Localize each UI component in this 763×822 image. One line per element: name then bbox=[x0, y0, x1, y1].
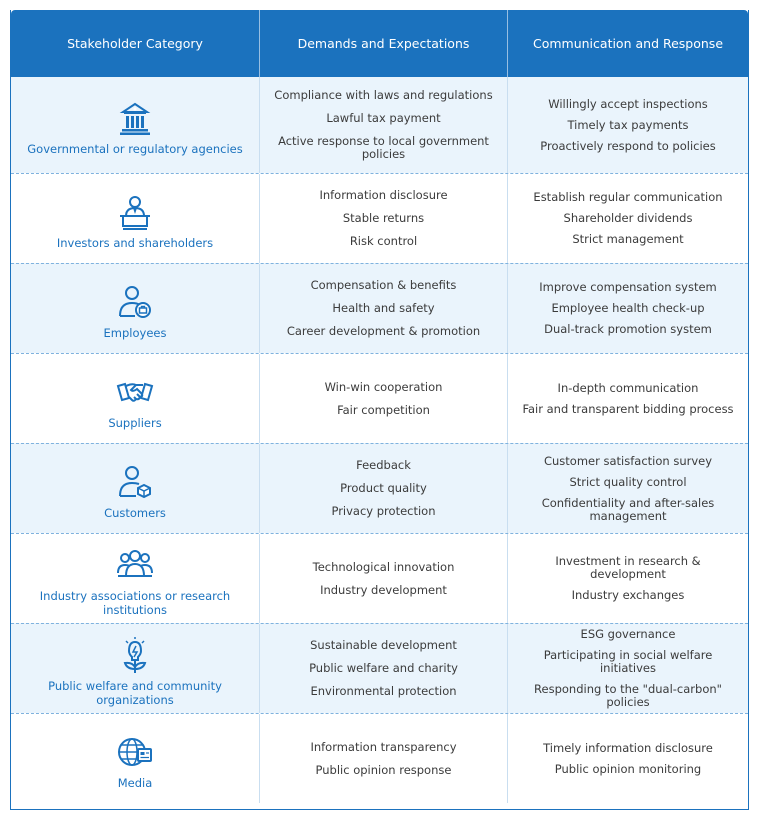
table-row bbox=[11, 443, 748, 533]
response-item: Investment in research & development bbox=[555, 554, 701, 581]
stakeholder-table bbox=[10, 10, 749, 810]
response-item: Proactively respond to policies bbox=[540, 138, 716, 153]
response-item: ESG governance bbox=[580, 627, 676, 641]
response-item: Fair and transparent bidding process bbox=[522, 401, 734, 416]
response-item: Responding to the "dual-carbon" policies bbox=[534, 682, 722, 709]
response-item: Confidentiality and after-sales management bbox=[541, 495, 715, 523]
stakeholder-category-label: Investors and shareholders bbox=[56, 235, 214, 250]
table-row bbox=[11, 353, 748, 443]
demand-item: Environmental protection bbox=[310, 684, 457, 698]
investor-icon bbox=[115, 192, 155, 236]
table-body bbox=[11, 77, 748, 803]
responses-cell bbox=[507, 354, 748, 443]
table-row bbox=[11, 713, 748, 803]
demand-item: Active response to local government policies bbox=[278, 134, 489, 161]
demands-cell bbox=[259, 264, 507, 353]
response-item: Improve compensation system bbox=[539, 280, 717, 294]
demand-item: Public opinion response bbox=[315, 762, 452, 777]
demand-item: Information disclosure bbox=[319, 188, 448, 202]
response-item: Participating in social welfare initiatives bbox=[543, 648, 713, 675]
response-item: In-depth communication bbox=[557, 380, 699, 395]
group-icon bbox=[115, 545, 155, 589]
header-communication-response: Communication and Response bbox=[507, 10, 748, 77]
response-item: Timely information disclosure bbox=[543, 740, 713, 755]
response-item: Timely tax payments bbox=[567, 117, 689, 132]
stakeholder-category-cell bbox=[11, 714, 259, 803]
table-row bbox=[11, 533, 748, 623]
responses-cell bbox=[507, 534, 748, 623]
stakeholder-category-cell bbox=[11, 354, 259, 443]
demands-cell bbox=[259, 354, 507, 443]
stakeholder-category-cell bbox=[11, 264, 259, 353]
demand-item: Sustainable development bbox=[310, 638, 457, 652]
stakeholder-category-label: Suppliers bbox=[108, 415, 162, 430]
demands-cell bbox=[259, 624, 507, 713]
table-row bbox=[11, 623, 748, 713]
response-item: Dual-track promotion system bbox=[544, 322, 712, 336]
responses-cell bbox=[507, 714, 748, 803]
response-item: Strict quality control bbox=[569, 474, 687, 489]
responses-cell bbox=[507, 77, 748, 173]
demand-item: Win-win cooperation bbox=[324, 379, 443, 394]
government-building-icon bbox=[115, 98, 155, 142]
response-item: Industry exchanges bbox=[571, 588, 685, 602]
demands-cell bbox=[259, 77, 507, 173]
demand-item: Compensation & benefits bbox=[310, 278, 457, 292]
responses-cell bbox=[507, 444, 748, 533]
stakeholder-category-cell bbox=[11, 174, 259, 263]
demand-item: Product quality bbox=[340, 481, 427, 495]
responses-cell bbox=[507, 264, 748, 353]
header-demands-expectations: Demands and Expectations bbox=[259, 10, 507, 77]
table-row bbox=[11, 173, 748, 263]
header-stakeholder-category: Stakeholder Category bbox=[67, 36, 203, 51]
handshake-icon bbox=[115, 372, 155, 416]
demand-item: Technological innovation bbox=[312, 559, 455, 574]
lightbulb-plant-icon bbox=[115, 635, 155, 679]
demands-cell bbox=[259, 444, 507, 533]
employee-icon bbox=[115, 282, 155, 326]
stakeholder-category-label: Governmental or regulatory agencies bbox=[27, 142, 243, 156]
stakeholder-category-cell bbox=[11, 444, 259, 533]
stakeholder-category-label: Employees bbox=[103, 325, 167, 340]
demands-cell bbox=[259, 174, 507, 263]
response-item: Shareholder dividends bbox=[563, 211, 693, 225]
response-item: Employee health check-up bbox=[551, 301, 705, 315]
responses-cell bbox=[507, 624, 748, 713]
demand-item: Career development & promotion bbox=[286, 324, 481, 338]
responses-cell bbox=[507, 174, 748, 263]
response-item: Strict management bbox=[572, 232, 684, 246]
table-header bbox=[11, 10, 748, 77]
demand-item: Health and safety bbox=[332, 301, 435, 315]
demand-item: Industry development bbox=[320, 582, 447, 597]
table-row bbox=[11, 263, 748, 353]
demands-cell bbox=[259, 714, 507, 803]
customer-icon bbox=[115, 462, 155, 506]
demands-cell bbox=[259, 534, 507, 623]
table-row bbox=[11, 77, 748, 173]
demand-item: Fair competition bbox=[337, 402, 430, 417]
stakeholder-category-cell bbox=[11, 624, 259, 713]
globe-media-icon bbox=[115, 732, 155, 776]
demand-item: Lawful tax payment bbox=[326, 111, 441, 125]
stakeholder-category-label: Media bbox=[117, 775, 153, 790]
demand-item: Stable returns bbox=[342, 211, 425, 225]
stakeholder-category-label: Industry associations or research institutions bbox=[39, 588, 231, 617]
response-item: Public opinion monitoring bbox=[554, 761, 702, 776]
stakeholder-category-cell bbox=[11, 77, 259, 173]
demand-item: Compliance with laws and regulations bbox=[274, 88, 493, 102]
stakeholder-category-label: Customers bbox=[104, 505, 166, 520]
demand-item: Privacy protection bbox=[331, 504, 436, 518]
demand-item: Information transparency bbox=[310, 739, 457, 754]
stakeholder-category-label: Public welfare and community organizations bbox=[48, 678, 222, 707]
response-item: Customer satisfaction survey bbox=[543, 453, 713, 468]
response-item: Willingly accept inspections bbox=[548, 96, 708, 111]
demand-item: Feedback bbox=[356, 458, 411, 472]
demand-item: Risk control bbox=[349, 234, 418, 248]
response-item: Establish regular communication bbox=[533, 190, 723, 204]
demand-item: Public welfare and charity bbox=[309, 661, 458, 675]
stakeholder-category-cell bbox=[11, 534, 259, 623]
